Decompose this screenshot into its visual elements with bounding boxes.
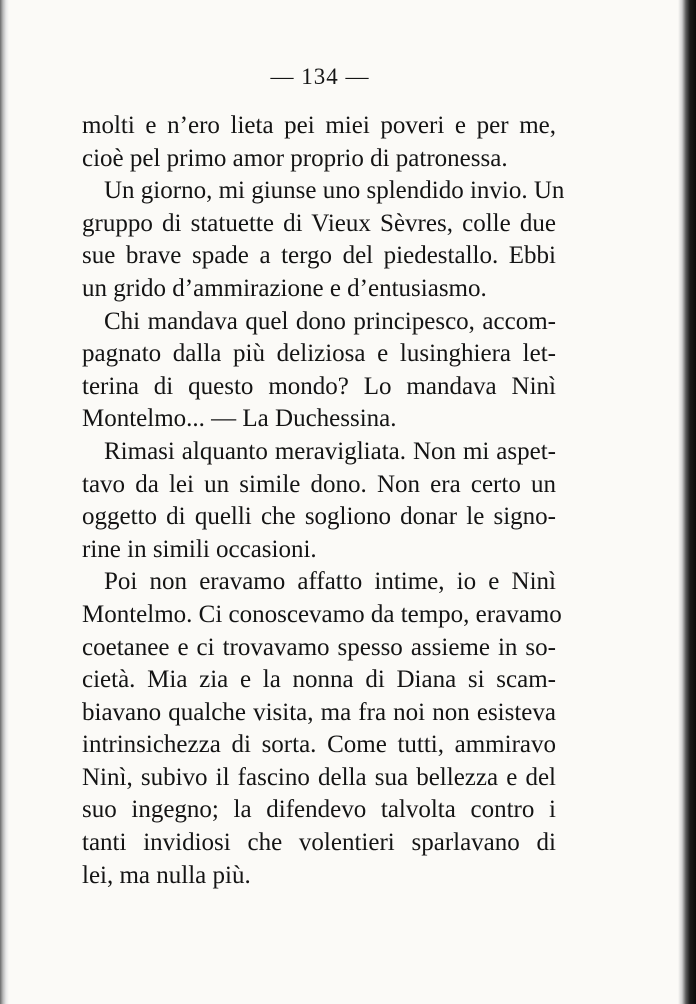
text-line: Chi mandava quel dono principesco, accom- [104, 307, 556, 335]
text-line: suo ingegno; la difendevo talvolta contro i [82, 796, 556, 824]
text-line: coetanee e ci trovavamo spesso assieme in so- [82, 633, 556, 661]
text-line: rine in simili occasioni. [82, 535, 317, 563]
text-line: tanti invidiosi che volentieri sparlavano di [82, 829, 556, 857]
text-line: Poi non eravamo affatto intime, io e Ninì [104, 568, 556, 596]
page-body-text [82, 110, 565, 892]
text-line: lei, ma nulla più. [82, 861, 251, 889]
page-right-edge-shadow [678, 0, 696, 1004]
text-line: gruppo di statuette di Vieux Sèvres, colle due [82, 209, 556, 237]
text-line: pagnato dalla più deliziosa e lusinghiera let- [82, 340, 556, 368]
text-line: Montelmo. Ci conoscevamo da tempo, eravamo [82, 600, 562, 628]
text-line: intrinsichezza di sorta. Come tutti, ammiravo [82, 731, 556, 759]
page-left-edge-shadow [0, 0, 9, 1004]
text-line: biavano qualche visita, ma fra noi non esisteva [82, 698, 556, 726]
text-line: Montelmo... — La Duchessina. [82, 405, 397, 433]
text-line: sue brave spade a tergo del piedestallo. Ebbi [82, 242, 556, 270]
text-line: un grido d’ammirazione e d’entusiasmo. [82, 274, 487, 302]
text-line: Un giorno, mi giunse uno splendido invio. Un [104, 177, 565, 205]
text-line: Ninì, subivo il fascino della sua bellezza e del [82, 763, 556, 791]
text-line: tavo da lei un simile dono. Non era certo un [82, 470, 556, 498]
text-line: molti e n’ero lieta pei miei poveri e per me, [82, 112, 556, 139]
text-line: oggetto di quelli che sogliono donar le signo- [82, 503, 556, 531]
text-line: cioè pel primo amor proprio di patronessa. [82, 144, 508, 172]
text-line: terina di questo mondo? Lo mandava Ninì [82, 372, 556, 400]
text-line: cietà. Mia zia e la nonna di Diana si scam- [82, 666, 556, 694]
page-number: — 134 — [270, 64, 370, 89]
text-line: Rimasi alquanto meravigliata. Non mi aspet- [104, 437, 556, 465]
